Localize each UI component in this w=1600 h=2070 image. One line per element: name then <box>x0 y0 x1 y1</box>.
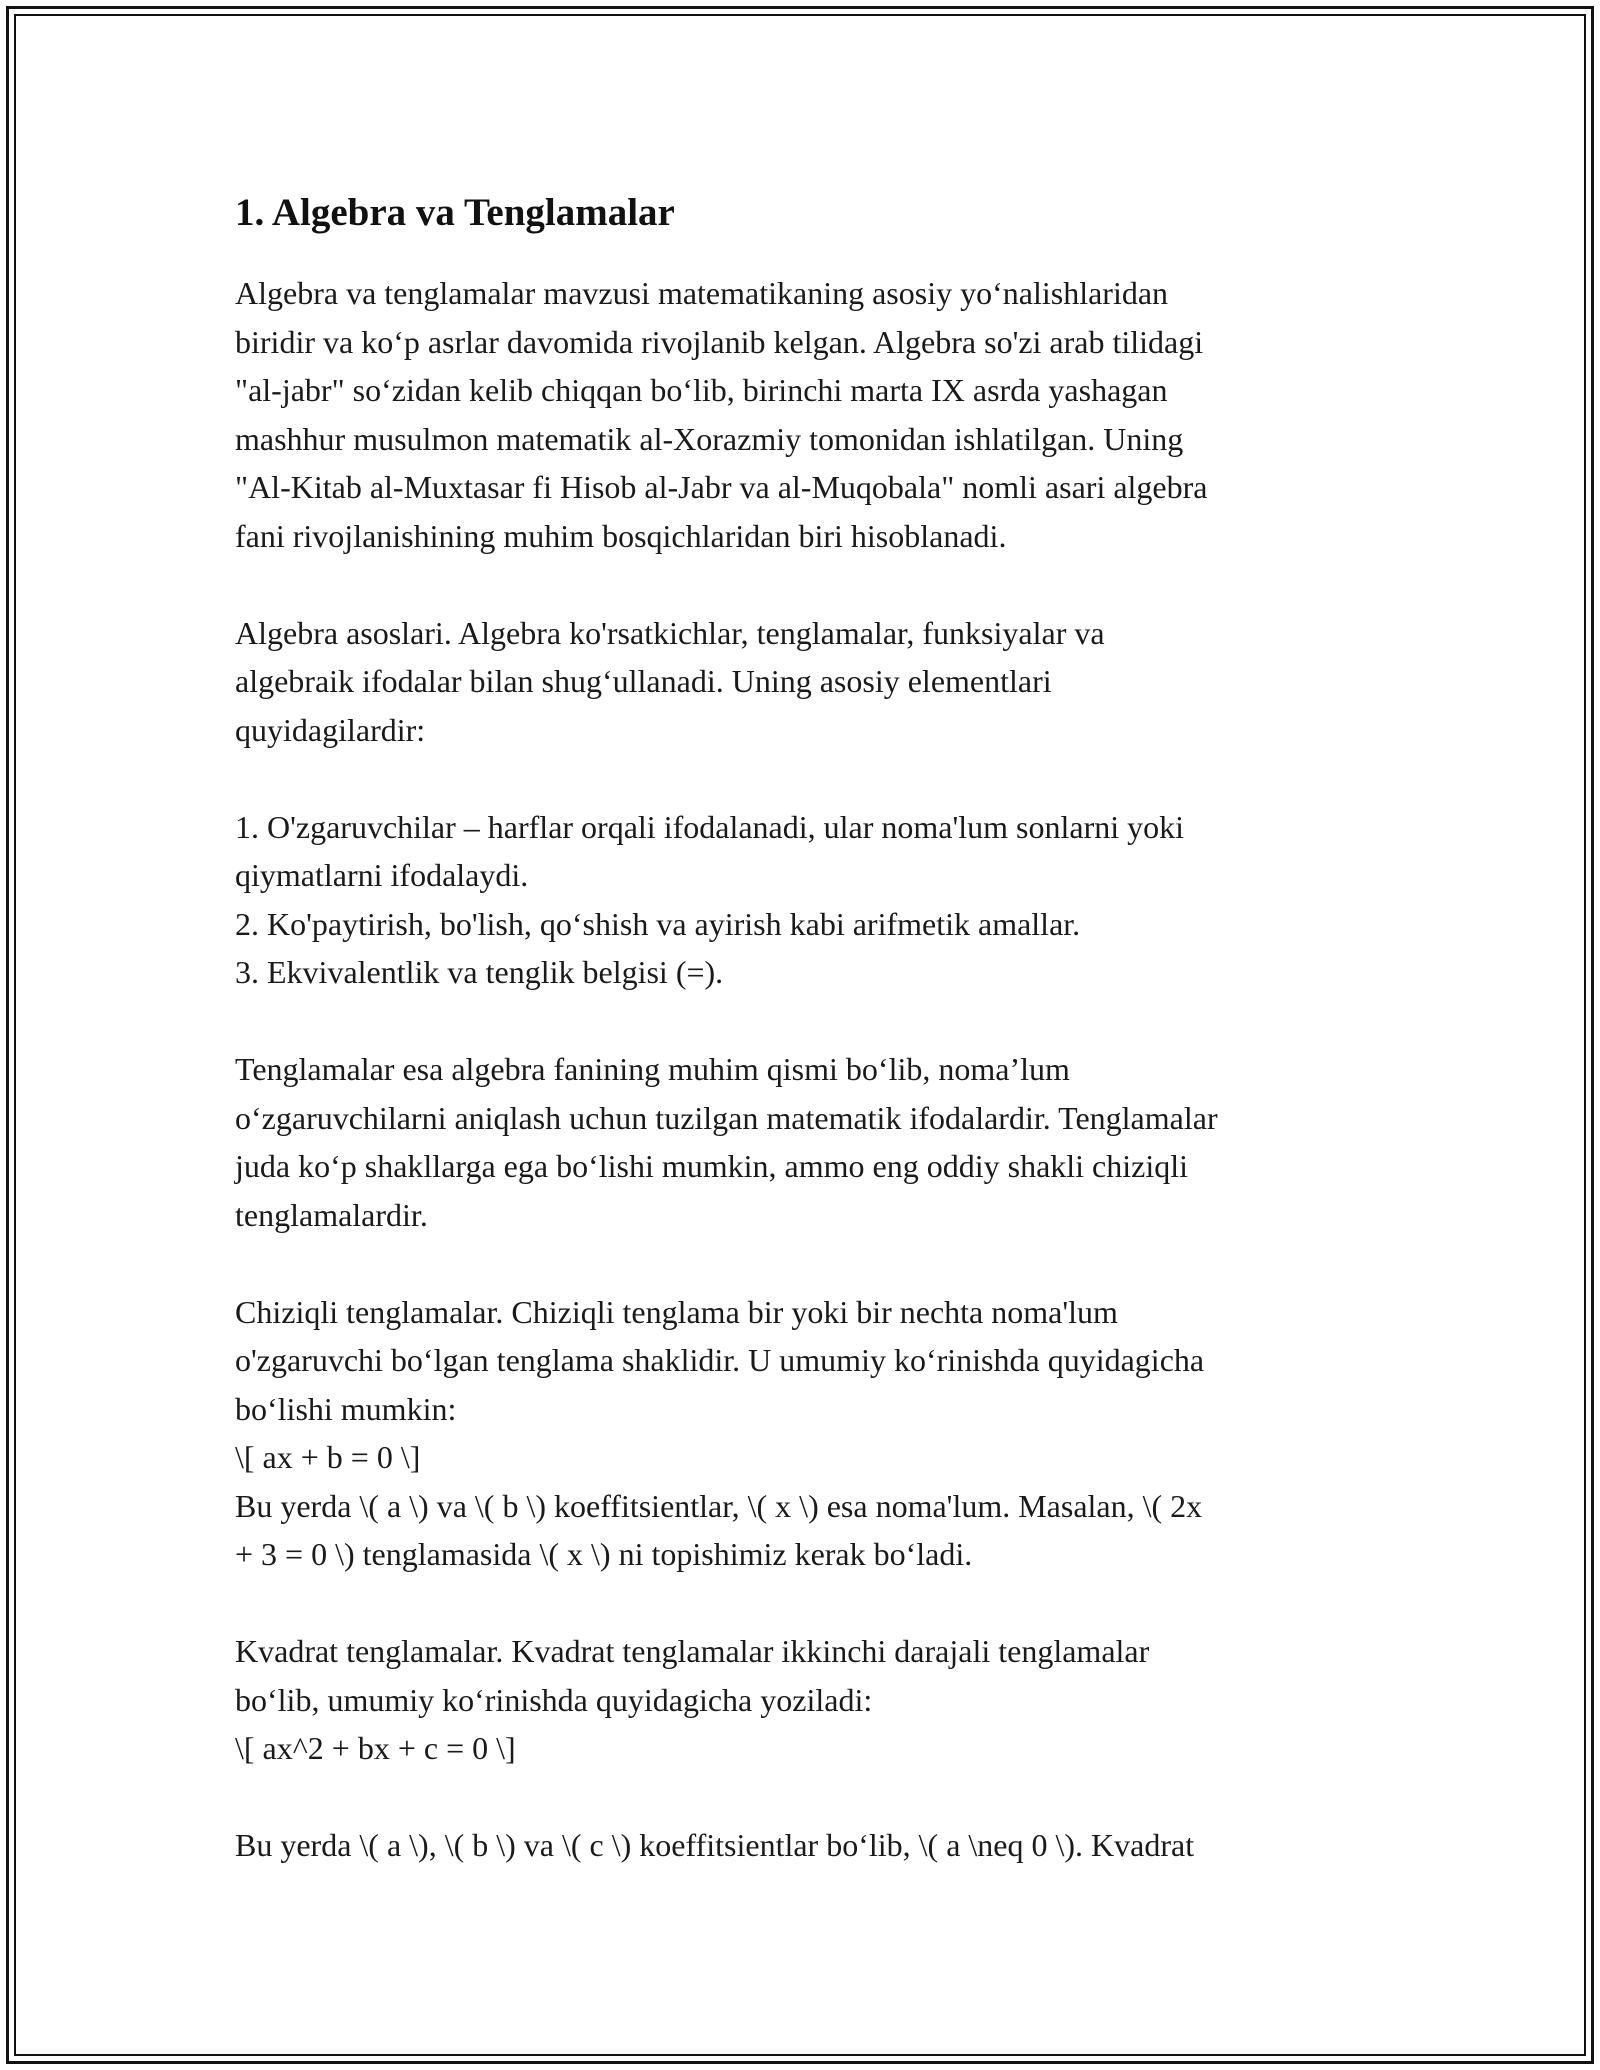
formula-line: \[ ax + b = 0 \] <box>235 1439 421 1475</box>
document-content <box>235 180 1370 1918</box>
paragraph-quadratic-equations <box>235 1627 1370 1773</box>
text-line: Bu yerda \( a \) va \( b \) koeffitsientlar, \( x \) esa noma'lum. Masalan, \( 2x <box>235 1487 1203 1524</box>
elements-list <box>235 803 1370 997</box>
text-line: "Al-Kitab al-Muxtasar fi Hisob al-Jabr va al-Muqobala" nomli asari algebra <box>235 469 1208 505</box>
paragraph-equations <box>235 1045 1370 1239</box>
text-line: quyidagilardir: <box>235 711 426 748</box>
text-line: algebraik ifodalar bilan shug‘ullanadi. Uning asosiy elementlari <box>235 663 1052 699</box>
list-item: qiymatlarni ifodalaydi. <box>235 857 529 893</box>
text-line: tenglamalardir. <box>235 1196 428 1233</box>
text-line: bo‘lishi mumkin: <box>235 1390 457 1427</box>
list-item: 1. O'zgaruvchilar – harflar orqali ifodalanadi, ular noma'lum sonlarni yoki <box>235 808 1184 845</box>
paragraph-intro <box>235 269 1370 560</box>
text-line: "al-jabr" so‘zidan kelib chiqqan bo‘lib, birinchi marta IX asrda yashagan <box>235 372 1168 408</box>
list-item: 3. Ekvivalentlik va tenglik belgisi (=). <box>235 954 724 990</box>
text-line: Kvadrat tenglamalar. Kvadrat tenglamalar ikkinchi darajali tenglamalar <box>235 1633 1150 1669</box>
text-line: Chiziqli tenglamalar. Chiziqli tenglama bir yoki bir nechta noma'lum <box>235 1293 1118 1330</box>
text-line: Algebra asoslari. Algebra ko'rsatkichlar, tenglamalar, funksiyalar va <box>235 614 1105 651</box>
text-line: fani rivojlanishining muhim bosqichlaridan biri hisoblanadi. <box>235 517 1007 554</box>
text-line: biridir va ko‘p asrlar davomida rivojlanib kelgan. Algebra so'zi arab tilidagi <box>235 323 1204 360</box>
paragraph-linear-equations <box>235 1288 1370 1579</box>
paragraph-basics <box>235 609 1370 755</box>
paragraph-coefficients <box>235 1821 1370 1870</box>
text-line: o‘zgaruvchilarni aniqlash uchun tuzilgan matematik ifodalardir. Tenglamalar <box>235 1099 1218 1136</box>
formula-line: \[ ax^2 + bx + c = 0 \] <box>235 1730 516 1766</box>
text-line: juda ko‘p shakllarga ega bo‘lishi mumkin, ammo eng oddiy shakli chiziqli <box>235 1148 1189 1184</box>
text-line: Algebra va tenglamalar mavzusi matematikaning asosiy yo‘nalishlaridan <box>235 275 1169 311</box>
text-line: bo‘lib, umumiy ko‘rinishda quyidagicha yoziladi: <box>235 1681 873 1718</box>
text-line: Tenglamalar esa algebra fanining muhim qismi bo‘lib, noma’lum <box>235 1051 1070 1087</box>
text-line: + 3 = 0 \) tenglamasida \( x \) ni topishimiz kerak bo‘ladi. <box>235 1536 973 1572</box>
text-line: o'zgaruvchi bo‘lgan tenglama shaklidir. U umumiy ko‘rinishda quyidagicha <box>235 1342 1205 1378</box>
text-line: mashhur musulmon matematik al-Xorazmiy tomonidan ishlatilgan. Uning <box>235 420 1184 457</box>
text-line: Bu yerda \( a \), \( b \) va \( c \) koeffitsientlar bo‘lib, \( a \neq 0 \). Kvadrat <box>235 1827 1195 1863</box>
list-item: 2. Ko'paytirish, bo'lish, qo‘shish va ayirish kabi arifmetik amallar. <box>235 905 1081 942</box>
section-title: 1. Algebra va Tenglamalar <box>235 191 675 234</box>
